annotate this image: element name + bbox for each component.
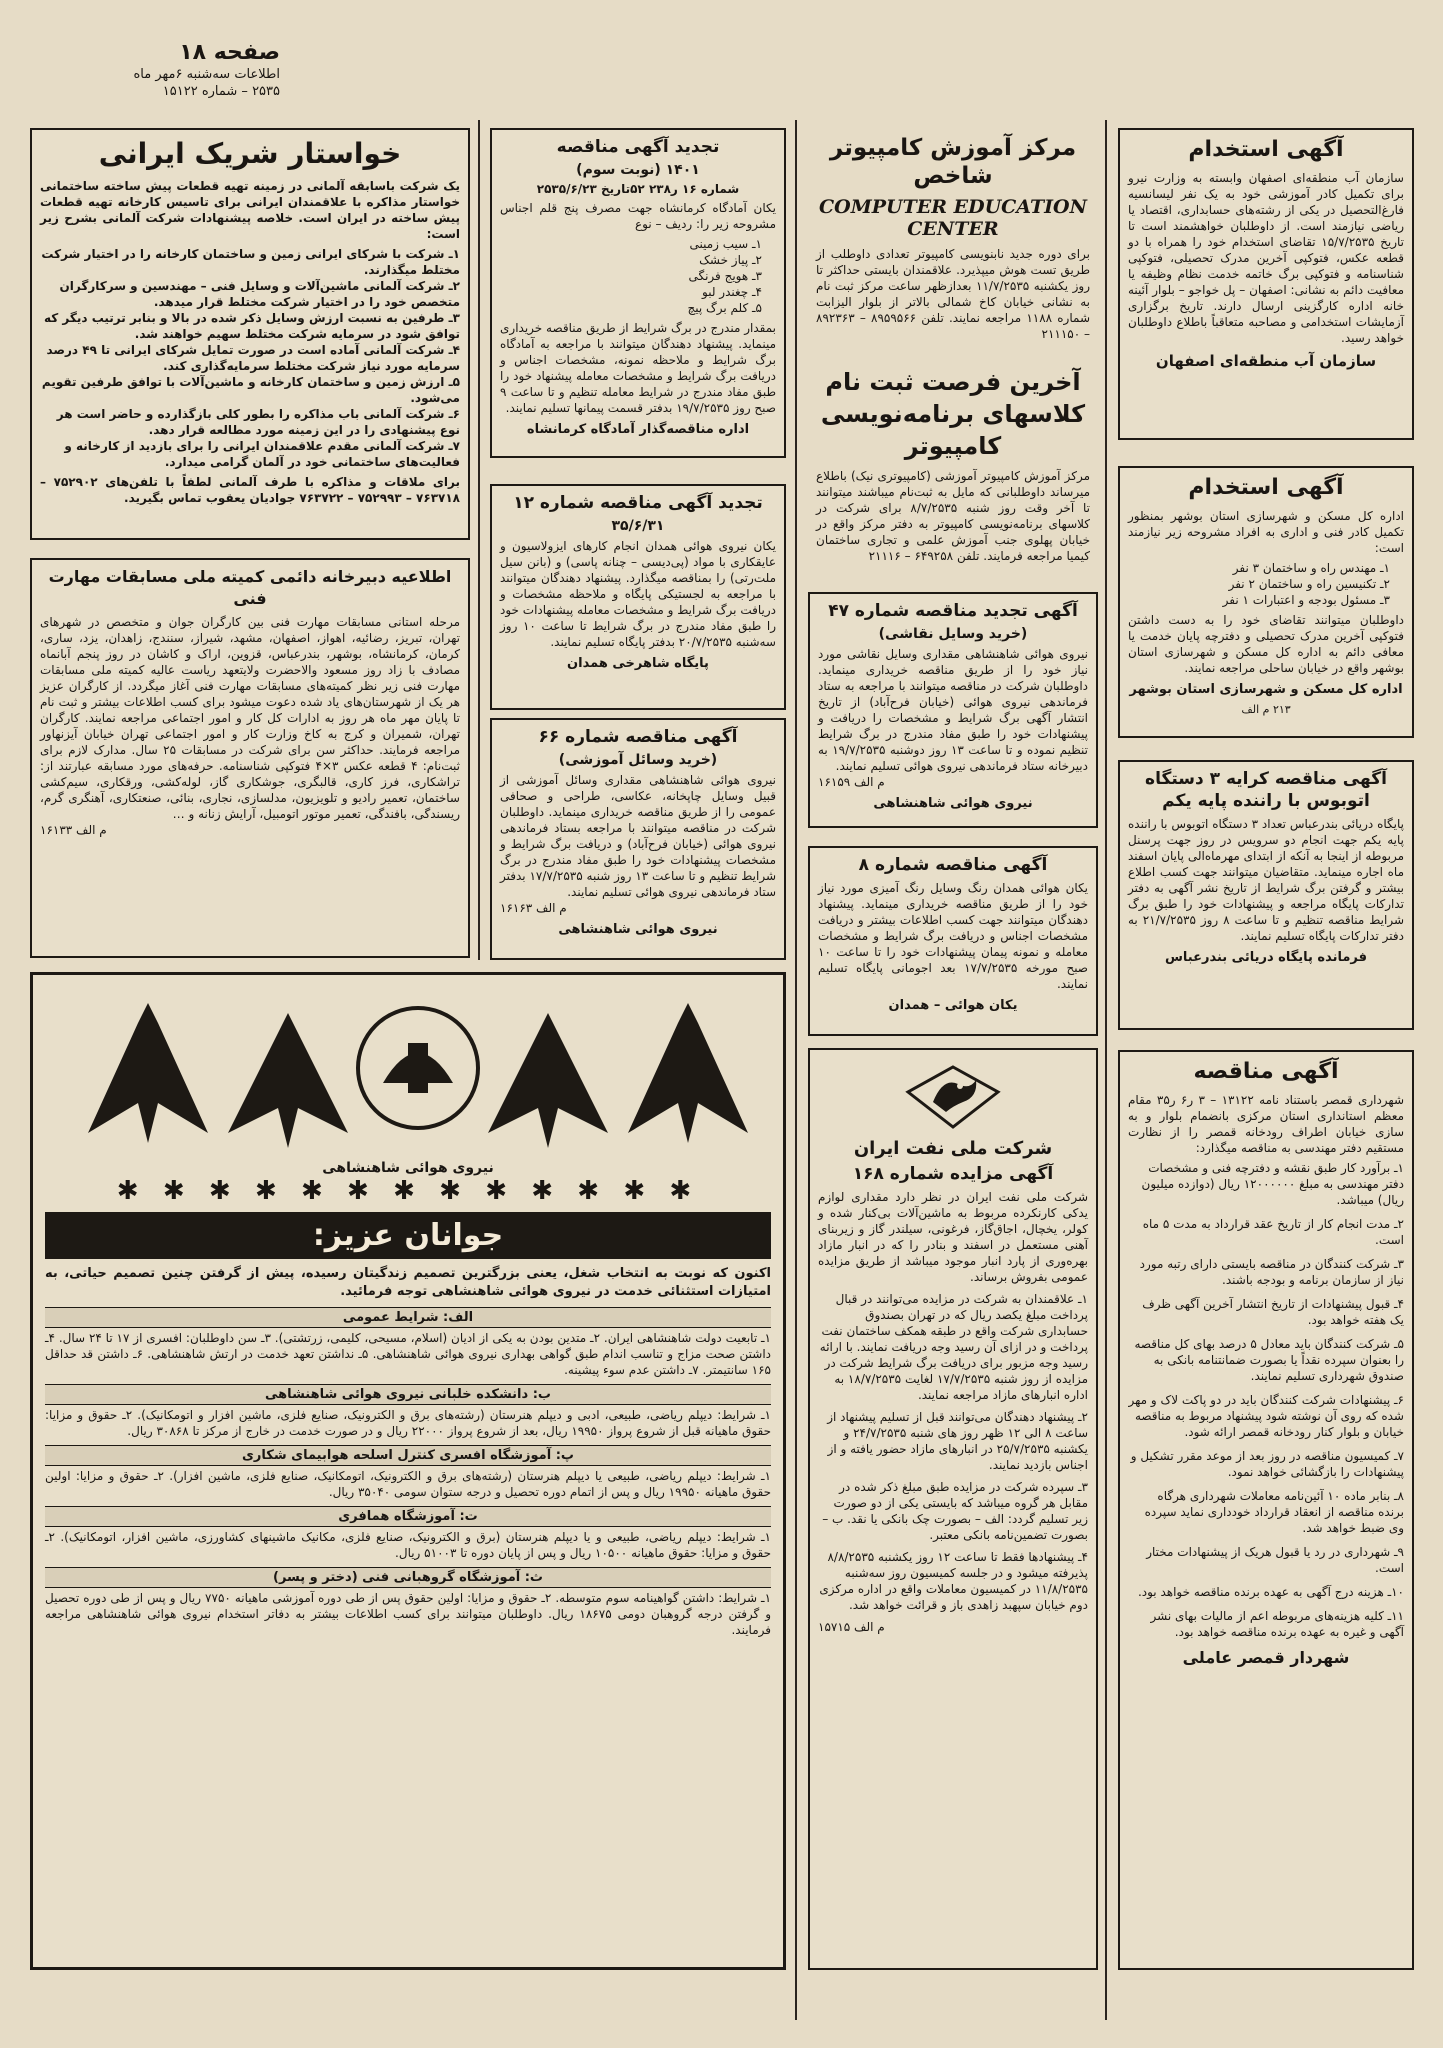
ad-body: برای دوره جدید نابنویسی کامپیوتر تعدادی داوطلب از طریق تست هوش میپذیرد. علاقمندان بایستی حداکثر تا روز یکشنبه ۱۱/۷/۲۵۳۵ بعدازظهر ساعت مرکز ثبت نام به نشانی خیابان کاخ شمالی بالاتر از بلوار الیزابت شماره ۱۱۸۸ مراجعه نمایند. تلفن ۸۹۵۹۵۶۶ – ۸۹۲۳۶۳ – ۲۱۱۱۵۰ (816, 247, 1091, 341)
ad-title: آگهی استخدام (1188, 475, 1344, 500)
list-item: ۱ـ برآورد کار طبق نقشه و دفترچه فنی و مشخصات دفتر مهندسی به مبلغ ۱۲۰۰۰۰۰۰ ریال (دوازده میلیون ریال) میباشد. (1141, 1161, 1404, 1207)
ad-body: سازمان آب منطقه‌ای اصفهان وابسته به وزارت نیرو برای تکمیل کادر آموزشی خود به یک نفر لیسانسیه فارغ‌التحصیل در یکی از رشته‌های حسابداری، اقتصاد یا ریاضی نیازمند است. از داوطلبان خواهشمند است تا تاریخ ۱۵/۷/۲۵۳۵ تقاضای استخدام خود را همراه با دو قطعه عکس، فتوکپی آخرین مدرک تحصیلی، فتوکپی شناسنامه و فتوکپی برگ خاتمه خدمت نظام وظیفه یا معافیت دائم به نشانی: اصفهان – پل خواجو – بلوار آئینه خانه اداره کارگزینی ارسال دارند. تاریخ برگزاری آزمایشات استخدامی و مصاحبه متعاقباً باطلاع داوطلبان خواهد رسید. (1128, 171, 1404, 345)
ad-intro: اکنون که نوبت به انتخاب شغل، یعنی بزرگترین تصمیم زندگیتان رسیده، پیش از گرفتن چنین تصمیم حیاتی، به امتیازات استثنائی خدمت در نیروی هوائی شاهنشاهی توجه فرمائید. (45, 1266, 771, 1299)
section-homafar (45, 1506, 771, 1561)
section-text: ۱ـ تابعیت دولت شاهنشاهی ایران. ۲ـ متدین بودن به یکی از ادیان (اسلام، مسیحی، کلیمی، زرتشتی). ۳ـ سن داوطلبان: افسری از ۱۷ تا ۲۴ سال. ۴ـ داشتن صحت مزاج و تناسب اندام طبق گواهی بهداری نیروی هوائی شاهنشاهی. ۵ـ نداشتن تعهد خدمت در ارتش شاهنشاهی. ۶ـ داشتن قد حداقل ۱۶۵ سانتیمتر. ۷ـ داشتن عدم سوء پیشینه. (45, 1331, 772, 1377)
list-item: ۳ـ مسئول بودجه و اعتبارات ۱ نفر (1222, 593, 1390, 607)
list-item: ۲ـ پیاز خشک (699, 253, 762, 267)
ad-signature: اداره کل مسکن و شهرسازی استان بوشهر (1129, 682, 1403, 697)
ad-body: شهرداری قمصر باستناد نامه ۱۳۱۲۲ – ۳ ر۶ ر۳۵ مقام معظم استانداری استان مرکزی بانضمام بلوار و به سازی خیابان اطراف رودخانه قمصر را از نظارت مستقیم دفتر مهندسی به مناقصه میگذارد: (1128, 1093, 1405, 1155)
list-item: ۳ـ طرفین به نسبت ارزش وسایل ذکر شده در بالا و بنابر ترتیب دیگر که توافق شود در سرمایه شرکت مختلط سهیم خواهند شد. (43, 311, 460, 341)
ad-hire-bushehr (1118, 466, 1414, 738)
jet-icon (88, 1003, 208, 1143)
list-item: ۹ـ شهرداری در رد یا قبول هریک از پیشنهادات مختار است. (1146, 1545, 1404, 1575)
section-heading: الف: شرایط عمومی (45, 1307, 771, 1328)
list-item: ۷ـ شرکت آلمانی مقدم علاقمندان ایرانی را برای بازدید از کارخانه و فعالیت‌های ساختمانی خود در آلمان گرامی میدارد. (64, 439, 460, 469)
ad-tender-66 (490, 718, 786, 960)
ad-bus-rent (1118, 760, 1414, 1030)
section-heading: ث: آموزشگاه گروهبانی فنی (دختر و پسر) (45, 1567, 771, 1588)
list-item: ۳ـ سپرده شرکت در مزایده طبق مبلغ ذکر شده در مقابل هر گروه میباشد که بایستی یکی از دو صورت زیر تسلیم گردد: الف – بصورت چک بانکی یا نقد. ب – بصورت تضمین‌نامه بانکی معتبر. (822, 1480, 1088, 1542)
ad-title: آگهی استخدام (1188, 137, 1344, 162)
ad-signature: پایگاه شاهرخی همدان (567, 656, 709, 671)
nioc-logo (818, 1062, 1088, 1132)
ad-title: مرکز آموزش کامپیوتر شاخص (829, 135, 1077, 189)
jet-illustration (48, 983, 768, 1153)
ad-tender-12 (490, 484, 786, 710)
ad-title: خواستار شریک ایرانی (98, 137, 402, 170)
ad-body: بمقدار مندرج در برگ شرایط از طریق مناقصه خریداری مینماید. پیشنهاد دهندگان میتوانند با مراجعه به آمادگاه برگ شرایط و ملاحظه نمونه، مشخصات اجناس و دریافت برگ شرایط و مشخصات معامله پیشنهاد خود را طبق مفاد مندرج در شرایط معامله تنظیم و تا ساعت ۹ صبح روز ۱۹/۷/۲۵۳۵ بدفتر قسمت پیمانها تسلیم نمایند. (500, 321, 776, 415)
list-item: ۱ـ مهندس راه و ساختمان ۳ نفر (1232, 561, 1390, 575)
section-text: ۱ـ شرایط: دیپلم ریاضی، طبیعی و یا دیپلم هنرستان (برق و الکترونیک، صنایع فلزی، مکانیک ماشینهای کشاورزی، ماشین افزار، اتومکانیک). ۲ـ حقوق و مزایا: حقوق ماهیانه ۱۰۵۰۰ ریال و پس از پایان دوره تا ۵۱۰۰۳ ریال. (45, 1530, 771, 1560)
ad-skills-competition (30, 558, 470, 958)
condition-list (1128, 1160, 1404, 1640)
list-item: ۶ـ پیشنهادات شرکت کنندگان باید در دو پاکت لاک و مهر شده که روی آن نوشته شود پیشنهاد مربوط به مناقصه خیابان و بلوار کنار رودخانه قمصر ارائه شود. (1128, 1393, 1404, 1439)
ad-code: ۲۱۳ م الف (1241, 703, 1291, 716)
section-heading: ت: آموزشگاه همافری (45, 1506, 771, 1527)
ad-tender-47 (808, 592, 1098, 828)
ad-body: مرکز آموزش کامپیوتر آموزشی (کامپیوتری نیک) باطلاع میرساند داوطلبانی که مایل به ثبت‌نام میباشند میتوانند تا آخر وقت روز شنبه ۸/۷/۲۵۳۵ برای شرکت در کلاسهای برنامه‌نویسی کامپیوتر به دفتر مرکز واقع در خیابان پهلوی جنب آموزش علمی و تجاری ساختمان کیمیا مراجعه فرمایند. تلفن ۶۴۹۲۵۸ – ۲۱۱۱۶ (816, 469, 1090, 563)
ad-signature: نیروی هوائی شاهنشاهی (558, 922, 718, 937)
ad-banner: جوانان عزیز: (45, 1212, 771, 1259)
ad-title: آخرین فرصت ثبت نام کلاسهای برنامه‌نویسی کامپیوتر (820, 368, 1086, 460)
ad-tender-mayor (1118, 1050, 1414, 1970)
section-pilot-school (45, 1384, 771, 1439)
list-item: ۲ـ پیشنهاد دهندگان می‌توانند قبل از تسلیم پیشنهاد از ساعت ۸ الی ۱۲ ظهر روز های شنبه ۲۴/۷/۲۵۳۵ و یکشنبه ۲۵/۷/۲۵۳۵ در انبارهای مازاد حضور یافته و از اجناس بازدید نمایند. (827, 1410, 1088, 1472)
ad-signature: فرمانده پایگاه دریائی بندرعباس (1164, 950, 1368, 965)
ad-body: پایگاه دریائی بندرعباس تعداد ۳ دستگاه اتوبوس با راننده پایه یکم جهت انجام دو سرویس در روز جهت پرسنل مربوطه از اینجا به آنکه از ابتدای مهرماه‌الی پایان اسفند ماه اجاره مینماید. متقاضیان میتوانند جهت کسب اطلاع بیشتر و گرفتن برگ شرایط از تاریخ نشر آگهی به دفتر تدارکات پایگاه مراجعه و پیشنهادات خود را طبق برگ شرایط مناقصه تنظیم و تا ساعت ۸ روز ۲۱/۷/۲۵۳۵ به دفتر تدارکات پایگاه تسلیم نمایند. (1128, 817, 1405, 943)
list-item: ۳ـ شرکت کنندگان در مناقصه بایستی دارای رتبه مورد نیاز از سازمان برنامه و بودجه باشند. (1139, 1257, 1404, 1287)
section-technical-sergeant (45, 1567, 771, 1638)
list-item: ۱ـ علاقمندان به شرکت در مزایده می‌توانند در قبال پرداخت مبلغ یکصد ریال که در تهران بصندوق حسابداری شرکت واقع در طبقه همکف ساختمان نفت پرداخت و در ازای آن رسید وجه دریافت نمایند. با ارائه رسید وجه مزبور برای دریافت برگ شرایط شرکت در مزایده از روز شنبه ۱۷/۷/۲۵۳۵ لغایت ۱۸/۷/۲۵۳۵ به اداره انبارهای مازاد مراجعه نمایند. (819, 1292, 1088, 1402)
top-ornament (45, 983, 771, 1160)
jet-icon (628, 1003, 748, 1143)
company-name: شرکت ملی نفت ایران (853, 1138, 1053, 1159)
ad-title: آگهی مناقصه شماره ۸ (858, 855, 1048, 875)
list-item: ۵ـ شرکت کنندگان باید معادل ۵ درصد بهای کل مناقصه را بعنوان سپرده نقداً یا بصورت ضمانتنامه بانکی به صندوق شهرداری تسلیم نمایند. (1134, 1337, 1404, 1383)
ad-tender-8 (808, 846, 1098, 1036)
ad-body: یکان آمادگاه کرمانشاه جهت مصرف پنج قلم اجناس مشروحه زیر را: ردیف – نوع (500, 201, 776, 231)
section-weapons-control (45, 1445, 771, 1500)
list-item: ۴ـ شرکت آلمانی آماده است در صورت تمایل شرکای ایرانی تا ۴۹ درصد سرمایه مورد نیاز شرکت مختلط سرمایه‌گذاری کند. (46, 343, 460, 373)
column-rule (795, 120, 797, 2020)
ad-signature: نیروی هوائی شاهنشاهی (873, 796, 1033, 811)
section-heading: پ: آموزشگاه افسری کنترل اسلحه هوابیمای شکاری (45, 1445, 771, 1466)
ad-computer-center (808, 128, 1098, 356)
section-text: ۱ـ شرایط: دیپلم ریاضی، طبیعی یا دیپلم هنرستان (رشته‌های برق و الکترونیک، اتومکانیک، صنایع فلزی، ماشین افزار). ۲ـ حقوق و مزایا: اولین حقوق ماهیانه ۱۹۹۵۰ ریال و پس از اتمام دوره تحصیل و درجه ستوان سومی ۳۵۰۴۰ ریال. (45, 1469, 771, 1499)
ad-body: اداره کل مسکن و شهرسازی استان بوشهر بمنظور تکمیل کادر فنی و اداری به افراد مشروحه زیر نیازمند است: (1128, 509, 1404, 555)
ad-number: ۱۴۰۱ (نوبت سوم) (576, 162, 700, 178)
section-text: ۱ـ شرایط: داشتن گواهینامه سوم متوسطه. ۲ـ حقوق و مزایا: اولین حقوق پس از طی دوره آموزشی ماهیانه ۷۷۵۰ ریال و پس از طی دوره تحصیل و گرفتن درجه گروهبان دومی ۱۸۶۷۵ ریال. داوطلبان میتوانند برای کسب اطلاعات بیشتر به دفاتر استخدام نیروی هوائی شاهنشاهی مراجعه فرمایند. (45, 1591, 772, 1637)
ad-title: آگهی مناقصه (1193, 1059, 1339, 1084)
list-item: ۵ـ کلم برگ پیچ (687, 301, 762, 315)
air-force-emblem (358, 1008, 478, 1128)
ad-title: آگهی مزایده شماره ۱۶۸ (852, 1164, 1054, 1184)
ad-code: م الف ۱۶۱۵۹ (818, 775, 885, 789)
ad-body: نیروی هوائی شاهنشاهی مقداری وسائل آموزشی از قبیل وسایل چاپخانه، عکاسی، طراحی و صحافی عمومی را از طریق مناقصه خریداری مینماید. داوطلبان شرکت در مناقصه میتوانند با مراجعه بستاد فرماندهی نیروی هوائی (خیابان فرح‌آباد) و دریافت برگ شرایط و مشخصات پیشنهادات خود را طبق مفاد مندرج در برگ شرایط تنظیم و تا ساعت ۱۳ روز شنبه ۱۷/۷/۲۵۳۵ بدفتر ستاد فرماندهی نیروی هوائی تسلیم نمایند. (500, 773, 777, 899)
list-item: ۲ـ مدت انجام کار از تاریخ عقد قرارداد به مدت ۵ ماه است. (1142, 1217, 1404, 1247)
ad-contact: برای ملاقات و مذاکره با طرف آلمانی لطفاً با تلفن‌های ۷۵۲۹۰۲ – ۷۶۳۷۱۸ – ۷۵۲۹۹۳ – ۷۶۳۷۲۲ جوادیان یعقوب تماس بگیرید. (40, 475, 460, 505)
ad-signature: اداره مناقصه‌گذار آمادگاه کرمانشاه (526, 422, 750, 437)
ad-body: مرحله استانی مسابقات مهارت فنی بین کارگران جوان و متخصص در شهرهای تهران، تبریز، رضائیه، اهواز، اصفهان، مشهد، شیراز، سنندج، زاهدان، یزد، ساری، کرمان، کرمانشاه، بوشهر، بندرعباس، قزوین، اراک و کاشان در روز پنجم آبانماه مصادف با زاد روز مسعود والاحضرت ولایتعهد ریاست عالیه کمیته ملی مسابقات مهارت فنی زیر نظر کمیته‌های مسابقات مهارت فنی آغاز میگردد. از کارگران عزیز هر یک از شهرستان‌های یاد شده دعوت میشود برای کسب اطلاعات بیشتر و ثبت نام تا پایان مهر ماه هر روز به ادارات کل کار و امور اجتماعی مراجعه نمایند. کارگران تهران، شمیران و کرج به کاخ وزارت کار و امور اجتماعی تهران خیابان آیزنهاور مراجعه فرمایند. حداکثر سن برای شرکت در مسابقات ۲۵ سال. مدارک لازم برای ثبت‌نام: ۴ قطعه عکس ۳×۴ فتوکپی شناسنامه. حرفه‌های مورد مسابقه عبارتند از: تراشکاری، فرز کاری، قالبگری، جوشکاری گاز، لوله‌کشی، ورقکاری، سیم‌کشی ساختمان، تعمیر رادیو و تلویزیون، مدلسازی، نجاری، بنائی، صنعتکاری، آهنگری گرم، ریسندگی، بافندگی، تعمیر موتور اتومبیل، آرایش زنانه و … (40, 615, 460, 821)
section-text: ۱ـ شرایط: دیپلم ریاضی، طبیعی، ادبی و دیپلم هنرستان (رشته‌های برق و الکترونیک، صنایع فلزی، ماشین افزار و اتومکانیک). ۲ـ حقوق و مزایا: حقوق ماهیانه قبل از شروع پرواز ۱۹۹۵۰ ریال، بعد از شروع پرواز ۲۲۰۰۰ ریال و در صورت خدمت در خارج از مرکز تا ۳۰۸۶۸ ریال. (45, 1408, 771, 1438)
section-heading: ب: دانشکده خلبانی نیروی هوائی شاهنشاهی (45, 1384, 771, 1405)
ad-signature: شهردار قمصر عاملی (1182, 1648, 1350, 1667)
ad-subtitle: (خرید وسائل آموزشی) (558, 752, 718, 768)
list-item: ۴ـ پیشنهادها فقط تا ساعت ۱۲ روز یکشنبه ۸/۸/۲۵۳۵ پذیرفته میشود و در جلسه کمیسیون روز سه‌شنبه ۱۱/۸/۲۵۳۵ در کمیسیون معاملات واقع در اداره مرکزی دوم خیابان سپهبد زاهدی باز و قرائت خواهد شد. (819, 1550, 1088, 1612)
ad-title: آگهی مناقصه کرایه ۳ دستگاه اتوبوس با راننده پایه یکم (1145, 769, 1387, 811)
list-item: ۴ـ قبول پیشنهادات از تاریخ انتشار آخرین آگهی ظرف یک هفته خواهد بود. (1142, 1297, 1404, 1327)
ad-last-chance (808, 360, 1098, 582)
list-item: ۱ـ سیب زمینی (689, 237, 762, 251)
ad-body: یک شرکت باسابقه آلمانی در زمینه تهیه قطعات پیش ساخته ساختمانی خواستار مذاکره با علاقمندان ایرانی برای تاسیس کارخانه تهیه قطعات پیش ساخته در ایران است. خلاصه پیشنهادات شرکت آلمانی بشرح زیر است: (40, 179, 460, 241)
ad-ref: شماره ۱۶ ر۲۳۸ ۵۲تاریخ ۲۵۳۵/۶/۲۳ (536, 182, 740, 196)
list-item: ۱۱ـ کلیه هزینه‌های مربوطه اعم از مالیات بهای نشر آگهی و غیره به عهده برنده مناقصه خواهد بود. (1150, 1609, 1404, 1639)
list-item: ۱ـ شرکت با شرکای ایرانی زمین و ساختمان کارخانه را در اختیار شرکت مختلط میگذارند. (41, 247, 460, 277)
ad-ref: ۳۵/۶/۳۱ (611, 518, 665, 534)
position-list (1128, 560, 1404, 608)
ad-body: شرکت ملی نفت ایران در نظر دارد مقداری لوازم یدکی کارنکرده مربوط به ماشین‌آلات بی‌کنار شده و کولر، یخچال، اجاق‌گاز، فرغونی، سیلندر گاز و زیربنای آهنی مستعمل در اسفند و بنادر را که در انبار مازاد بهره‌وری از پارد انبار موجود میباشد از طریق مزایده عمومی بفروش برساند. (818, 1190, 1088, 1284)
list-item: ۸ـ بنابر ماده ۱۰ آئین‌نامه معاملات شهرداری هرگاه برنده مناقصه از انعقاد قرارداد خودداری نماید سپرده وی ضبط خواهد شد. (1144, 1489, 1404, 1535)
ad-title: تجدید آگهی مناقصه (556, 137, 720, 157)
proposal-list (40, 246, 460, 470)
ad-title: آگهی تجدید مناقصه شماره ۴۷ (828, 601, 1078, 621)
ad-code: م الف ۱۶۱۳۳ (40, 823, 107, 837)
list-item: ۲ـ شرکت آلمانی ماشین‌آلات و وسایل فنی – مهندسین و سرکارگران متخصص خود را در اختیار شرکت مختلط قرار میدهد. (59, 279, 460, 309)
nioc-emblem-icon (898, 1062, 1008, 1132)
org-label: نیروی هوائی شاهنشاهی (322, 1160, 494, 1176)
list-item: ۳ـ هویج فرنگی (688, 269, 762, 283)
ad-tender-renew (490, 128, 786, 458)
list-item: ۶ـ شرکت آلمانی باب مذاکره را بطور کلی بازگذارده و حاضر است هر نوع پیشنهادی را در این زمینه مورد مطالعه قرار دهد. (56, 407, 460, 437)
list-item: ۱۰ـ هزینه درج آگهی به عهده برنده مناقصه خواهد بود. (1137, 1585, 1404, 1599)
condition-list (818, 1291, 1088, 1613)
ad-hire-water (1118, 128, 1414, 440)
ad-title-english: COMPUTER EDUCATION CENTER (819, 196, 1087, 240)
ad-subtitle: (خرید وسایل نقاشی) (878, 626, 1028, 642)
ad-code: م الف ۱۶۱۶۳ (500, 901, 567, 915)
ad-body: داوطلبان میتوانند تقاضای خود را به دست داشتن فتوکپی آخرین مدرک تحصیلی و دفترچه پایان خدمت یا معافی دائم به اداره کل مسکن و شهرسازی استان بوشهر واقع در خیابان ساحلی مراجعه نمایند. (1128, 613, 1404, 675)
ad-body: یکان نیروی هوائی همدان انجام کارهای ایزولاسیون و عایقکاری با مواد (پی‌دیسی – چنانه پاسی) و (بانن سیل ملت‌رتی) را بمناقصه میگذارد. پیشنهاد دهندگان میتوانند با مراجعه به لجستیکی پایگاه و ملاحظه مشخصات و دریافت برگ شرایط و مشخصات معامله پیشنهادات خود را طبق مفاد مندرج در برگ شرایط تا ساعت ۱۰ روز سه‌شنبه ۲۰/۷/۲۵۳۵ بدفتر پایگاه تسلیم نمایند. (500, 539, 776, 649)
ad-code: م الف ۱۵۷۱۵ (818, 1620, 885, 1634)
list-item: ۷ـ کمیسیون مناقصه در روز بعد از موعد مقرر تشکیل و پیشنهادات را بازگشائی خواهد نمود. (1130, 1449, 1404, 1479)
masthead (50, 40, 280, 100)
ad-body: یکان هوائی همدان رنگ وسایل رنگ آمیزی مورد نیاز خود را از طریق مناقصه خریداری مینماید. پیشنهاد دهندگان میتوانند جهت کسب اطلاعات بیشتر و دریافت مشخصات اجناس و دریافت برگ شرایط و مشخصات معامله و نمونه پیمان پیشنهادات خود را تا ساعت ۱۰ صبح مورخه ۱۷/۷/۲۵۳۵ بعد اجومانی پایگاه تسلیم نمایند. (818, 881, 1089, 991)
issue-number: ۲۵۳۵ – شماره ۱۵۱۲۲ (162, 84, 280, 99)
ad-signature: یکان هوائی – همدان (888, 998, 1018, 1013)
section-general (45, 1307, 771, 1378)
list-item: ۴ـ چغندر لبو (702, 285, 762, 299)
star-row-icon: ✱ ✱ ✱ ✱ ✱ ✱ ✱ ✱ ✱ ✱ ✱ ✱ ✱ (116, 1176, 700, 1206)
ad-german-partner (30, 128, 470, 540)
jet-icon (488, 1013, 608, 1148)
ad-title: تجدید آگهی مناقصه شماره ۱۲ (513, 493, 763, 513)
ad-signature: سازمان آب منطقه‌ای اصفهان (1155, 352, 1377, 370)
list-item: ۵ـ ارزش زمین و ساختمان کارخانه و ماشین‌آلات با توافق طرفین تقویم می‌شود. (41, 375, 460, 405)
item-list (500, 236, 776, 316)
column-rule (478, 120, 480, 960)
list-item: ۲ـ تکنیسین راه و ساختمان ۲ نفر (1228, 577, 1390, 591)
ad-title: آگهی مناقصه شماره ۶۶ (538, 727, 738, 747)
column-rule (1105, 120, 1107, 2020)
ad-title: اطلاعیه دبیرخانه دائمی کمیته ملی مسابقات مهارت فنی (48, 567, 452, 608)
ad-body: نیروی هوائی شاهنشاهی مقداری وسایل نقاشی مورد نیاز خود را از طریق مناقصه خریداری مینماید. داوطلبان شرکت در مناقصه میتوانند با مراجعه به ستاد فرماندهی نیروی هوائی (خیابان فرح‌آباد) از تاریخ انتشار آگهی برگ شرایط و مشخصات را دریافت و پیشنهادات خود را طبق مفاد مندرج در برگ شرایط تنظیم نموده و تا ساعت ۱۳ روز دوشنبه ۱۹/۷/۲۵۳۵ به دبیرخانه ستاد فرماندهی نیروی هوائی تسلیم نمایند. (818, 647, 1089, 773)
page-number: صفحه ۱۸ (179, 40, 280, 65)
ad-auction-168 (808, 1048, 1098, 1970)
issue-date: اطلاعات سه‌شنبه ۶مهر ماه (133, 67, 280, 82)
ad-air-force (30, 972, 786, 1970)
jet-icon (228, 1013, 348, 1148)
